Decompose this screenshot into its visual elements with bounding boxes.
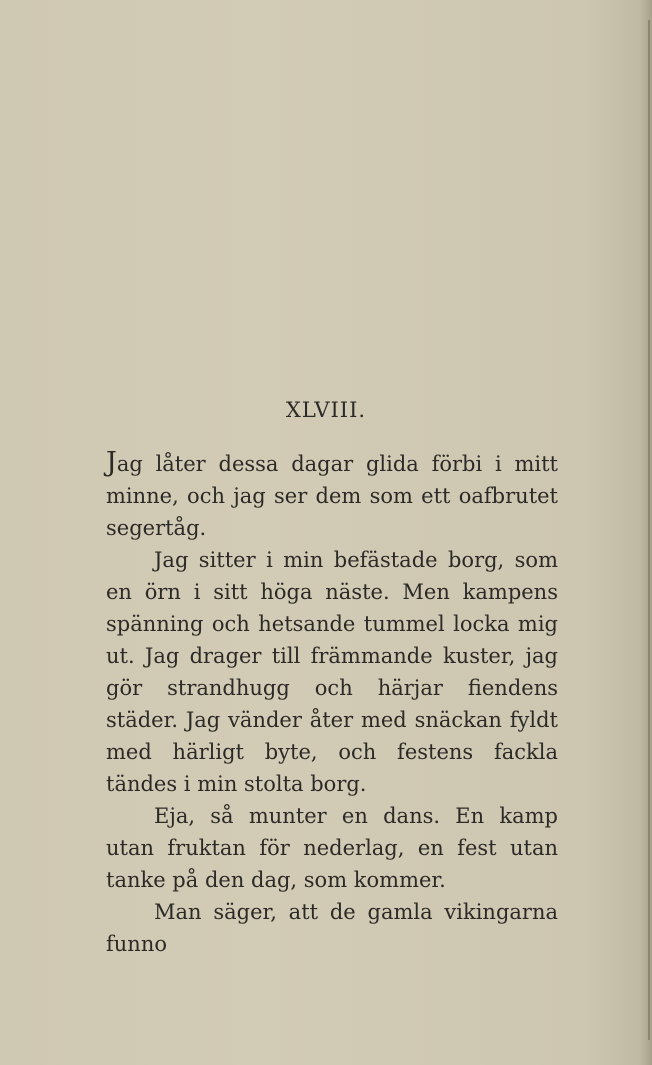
chapter-heading: XLVIII. [285, 398, 367, 422]
paragraph-3: Eja, så munter en dans. En kamp utan fruktan för nederlag, en fest utan tanke på den dag, som kommer. [106, 804, 558, 892]
paragraph-1-text: ag låter dessa dagar glida förbi i mitt minne, och jag ser dem som ett oafbrutet segertåg. [106, 452, 558, 540]
page-edge-line [648, 20, 650, 1040]
paragraph-4: Man säger, att de gamla vikingarna funno [106, 900, 558, 956]
paragraph-2: Jag sitter i min befästade borg, som en örn i sitt höga näste. Men kampens spänning och hetsande tummel locka mig ut. Jag drager till främmande kuster, jag gör strandhugg och härjar fiendens städer. Jag vänder åter med snäckan fyldt med härligt byte, och festens fackla tändes i min stolta borg. [106, 548, 558, 796]
body-text [106, 448, 558, 960]
paragraph-1 [106, 448, 558, 544]
initial-letter: J [106, 447, 117, 478]
